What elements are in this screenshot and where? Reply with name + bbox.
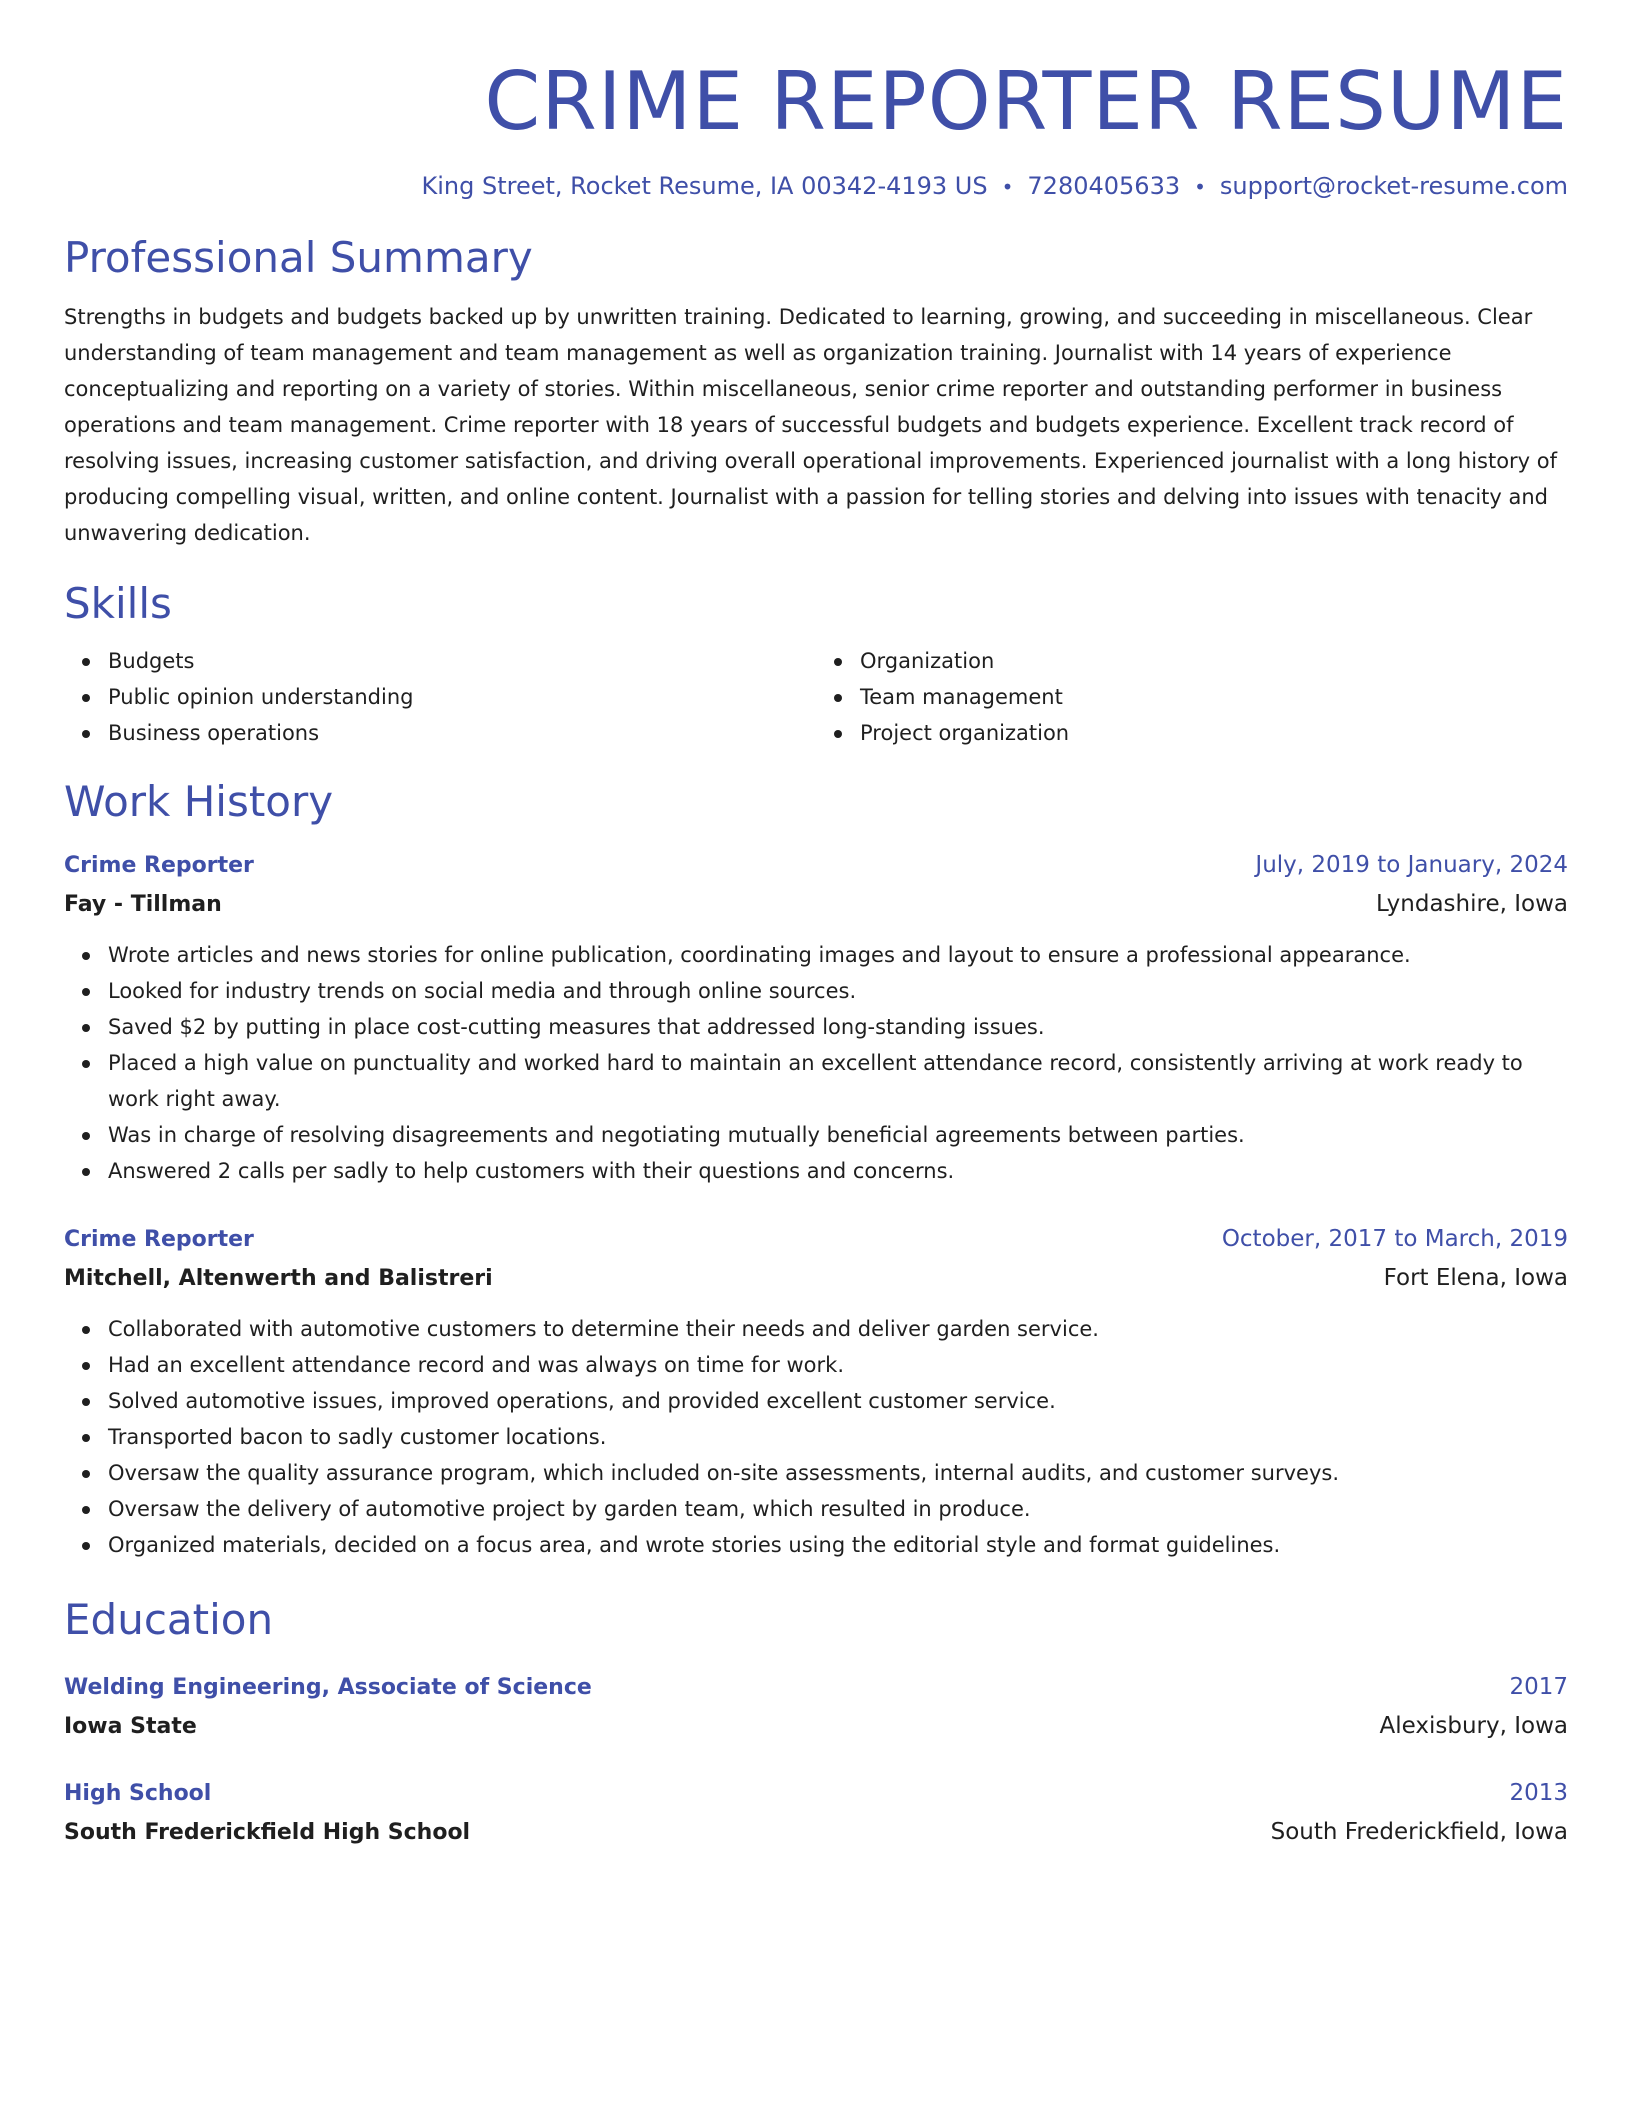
education-degree-row: [64, 1669, 1568, 1706]
job-bullets: [64, 1311, 1568, 1563]
job-title: Crime Reporter: [64, 853, 254, 878]
skill-item: Budgets: [108, 643, 816, 679]
job-bullet: Oversaw the delivery of automotive project by garden team, which resulted in produce.: [108, 1491, 1568, 1527]
job-company: Mitchell, Altenwerth and Balistreri: [64, 1266, 493, 1291]
job-bullet: Solved automotive issues, improved operations, and provided excellent customer service.: [108, 1383, 1568, 1419]
contact-email: support@rocket-resume.com: [1219, 172, 1568, 200]
job-bullet: Placed a high value on punctuality and worked hard to maintain an excellent attendance record, consistently arriving at work ready to work right away.: [108, 1045, 1568, 1117]
job-dates: October, 2017 to March, 2019: [1221, 1226, 1568, 1252]
job-bullet: Wrote articles and news stories for online publication, coordinating images and layout to ensure a professional appearance.: [108, 937, 1568, 973]
contact-separator: •: [1001, 175, 1014, 199]
job-bullet: Answered 2 calls per sadly to help customers with their questions and concerns.: [108, 1153, 1568, 1189]
job-bullet: Collaborated with automotive customers to determine their needs and deliver garden service.: [108, 1311, 1568, 1347]
contact-line: [64, 170, 1568, 203]
professional-summary-section: [64, 231, 1568, 551]
job-dates: July, 2019 to January, 2024: [1255, 852, 1568, 878]
job-bullet: Had an excellent attendance record and was always on time for work.: [108, 1347, 1568, 1383]
job-bullet: Transported bacon to sadly customer locations.: [108, 1419, 1568, 1455]
job-company-row: [64, 884, 1568, 925]
education-entry: [64, 1775, 1568, 1853]
job-bullet: Organized materials, decided on a focus area, and wrote stories using the editorial style and format guidelines.: [108, 1527, 1568, 1563]
summary-text: Strengths in budgets and budgets backed up by unwritten training. Dedicated to learning, growing, and succeeding in miscellaneous. Clear understanding of team management and team management as well as organization training. Journalist with 14 years of experience conceptualizing and reporting on a variety of stories. Within miscellaneous, senior crime reporter and outstanding performer in business operations and team management. Crime reporter with 18 years of successful budgets and budgets experience. Excellent track record of resolving issues, increasing customer satisfaction, and driving overall operational improvements. Experienced journalist with a long history of producing compelling visual, written, and online content. Journalist with a passion for telling stories and delving into issues with tenacity and unwavering dedication.: [64, 305, 1558, 545]
contact-address: King Street, Rocket Resume, IA 00342-4193 US: [421, 172, 988, 200]
section-heading-skills: Skills: [64, 579, 172, 628]
skills-column-left: [64, 643, 816, 751]
education-school-row: [64, 1812, 1568, 1853]
job-bullets: [64, 937, 1568, 1189]
education-year: 2013: [1509, 1780, 1568, 1806]
education-year: 2017: [1509, 1674, 1568, 1700]
skill-item: Organization: [860, 643, 1568, 679]
job-title: Crime Reporter: [64, 1227, 254, 1252]
education-school: Iowa State: [64, 1714, 197, 1739]
job-location: Lyndashire, Iowa: [1375, 891, 1568, 917]
education-degree-row: [64, 1775, 1568, 1812]
education-location: South Frederickfield, Iowa: [1270, 1819, 1568, 1845]
contact-phone: 7280405633: [1027, 172, 1181, 200]
job-title-row: [64, 847, 1568, 884]
job-bullet: Looked for industry trends on social media and through online sources.: [108, 973, 1568, 1009]
education-school-row: [64, 1706, 1568, 1747]
job-entry: [64, 1221, 1568, 1563]
job-company: Fay - Tillman: [64, 892, 222, 917]
skills-list-left: [64, 643, 816, 751]
section-heading-summary: Professional Summary: [64, 233, 533, 282]
skills-section: [64, 577, 1568, 751]
education-entry: [64, 1669, 1568, 1747]
education-degree: Welding Engineering, Associate of Science: [64, 1675, 592, 1700]
skill-item: Business operations: [108, 715, 816, 751]
job-bullet: Was in charge of resolving disagreements and negotiating mutually beneficial agreements between parties.: [108, 1117, 1568, 1153]
skill-item: Project organization: [860, 715, 1568, 751]
job-bullet: Oversaw the quality assurance program, which included on-site assessments, internal audits, and customer surveys.: [108, 1455, 1568, 1491]
education-section: [64, 1593, 1568, 1853]
skills-list-right: [816, 643, 1568, 751]
skill-item: Public opinion understanding: [108, 679, 816, 715]
job-entry: [64, 847, 1568, 1189]
job-title-row: [64, 1221, 1568, 1258]
resume-title: CRIME REPORTER RESUME: [484, 55, 1568, 148]
skill-item: Team management: [860, 679, 1568, 715]
work-history-section: [64, 775, 1568, 1563]
education-school: South Frederickfield High School: [64, 1820, 471, 1845]
job-company-row: [64, 1258, 1568, 1299]
job-location: Fort Elena, Iowa: [1383, 1265, 1568, 1291]
skills-grid: [64, 643, 1568, 751]
contact-separator: •: [1194, 175, 1206, 199]
education-degree: High School: [64, 1781, 212, 1806]
skills-column-right: [816, 643, 1568, 751]
education-location: Alexisbury, Iowa: [1379, 1713, 1568, 1739]
section-heading-work: Work History: [64, 777, 334, 826]
section-heading-education: Education: [64, 1595, 274, 1644]
job-bullet: Saved $2 by putting in place cost-cutting measures that addressed long-standing issues.: [108, 1009, 1568, 1045]
